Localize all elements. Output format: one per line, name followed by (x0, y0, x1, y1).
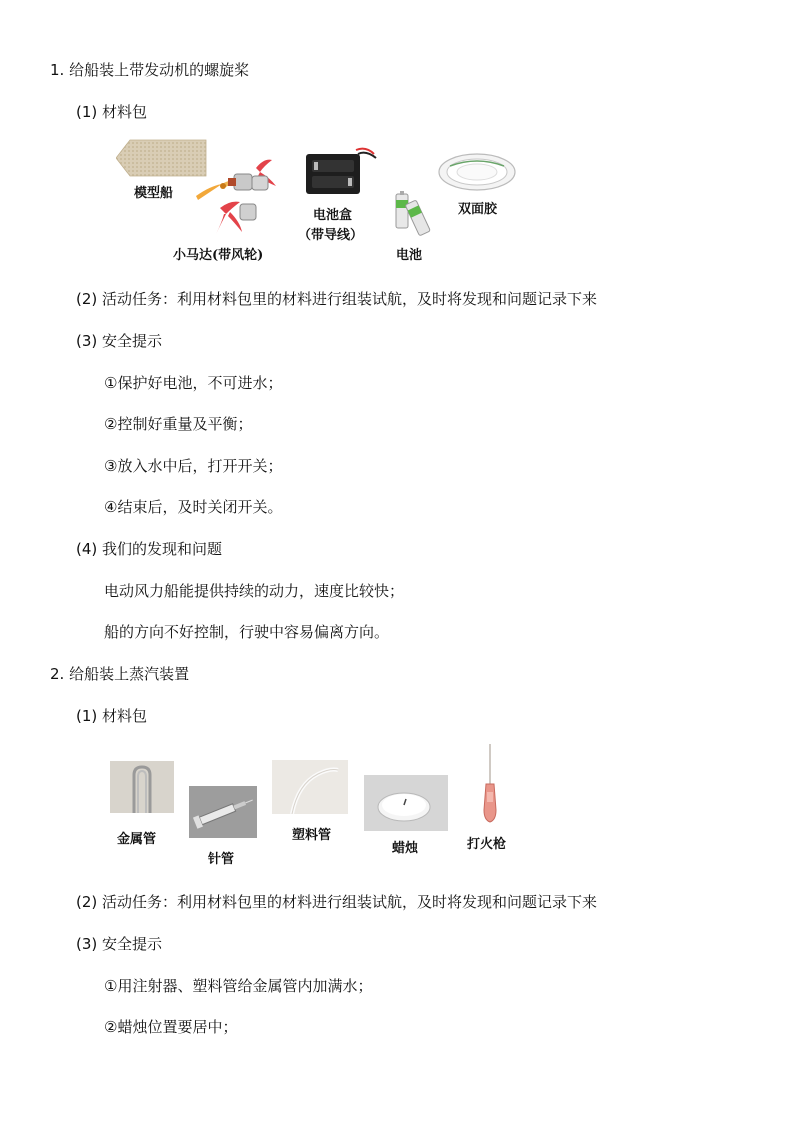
section-1-safety-item: ①保护好电池，不可进水； (104, 374, 283, 392)
section-1-task: (2) 活动任务：利用材料包里的材料进行组装试航，及时将发现和问题记录下来 (76, 290, 598, 308)
section-1-finding: 电动风力船能提供持续的动力，速度比较快； (104, 582, 405, 600)
section-1-materials-title: (1) 材料包 (76, 103, 148, 121)
candle-label: 蜡烛 (392, 841, 419, 856)
lighter-image (478, 744, 502, 824)
section-1-safety-item: ②控制好重量及平衡； (104, 415, 253, 433)
section-2-safety-title: (3) 安全提示 (76, 935, 163, 953)
section-1-heading: 1. 给船装上带发动机的螺旋桨 (50, 61, 250, 79)
battery-box-label-line2: （带导线） (298, 228, 364, 243)
double-sided-tape-image (436, 150, 518, 194)
motor-image (190, 156, 286, 238)
battery-label: 电池 (396, 248, 423, 263)
lighter-label: 打火枪 (467, 837, 507, 852)
syringe-label: 针管 (208, 852, 235, 867)
plastic-tube-image (272, 760, 348, 814)
section-1-findings-title: (4) 我们的发现和问题 (76, 540, 223, 558)
section-1-finding: 船的方向不好控制，行驶中容易偏离方向。 (104, 623, 390, 641)
battery-box-label-line1: 电池盒 (313, 208, 353, 223)
section-2-heading: 2. 给船装上蒸汽装置 (50, 665, 190, 683)
candle-image (364, 775, 448, 831)
section-2-safety-item: ①用注射器、塑料管给金属管内加满水； (104, 977, 373, 995)
metal-tube-image (110, 761, 174, 813)
section-2-task: (2) 活动任务：利用材料包里的材料进行组装试航，及时将发现和问题记录下来 (76, 893, 598, 911)
section-2-safety-item: ②蜡烛位置要居中； (104, 1018, 238, 1036)
section-1-safety-item: ④结束后，及时关闭开关。 (104, 498, 283, 516)
double-sided-tape-label: 双面胶 (458, 202, 498, 217)
plastic-tube-label: 塑料管 (292, 828, 332, 843)
motor-label: 小马达(带风轮) (173, 248, 264, 263)
battery-box-image (304, 146, 380, 198)
battery-image (392, 190, 436, 236)
metal-tube-label: 金属管 (117, 832, 157, 847)
model-boat-label: 模型船 (134, 186, 174, 201)
syringe-image (189, 786, 257, 838)
section-2-materials-title: (1) 材料包 (76, 707, 148, 725)
section-1-safety-title: (3) 安全提示 (76, 332, 163, 350)
section-1-safety-item: ③放入水中后，打开开关； (104, 457, 283, 475)
